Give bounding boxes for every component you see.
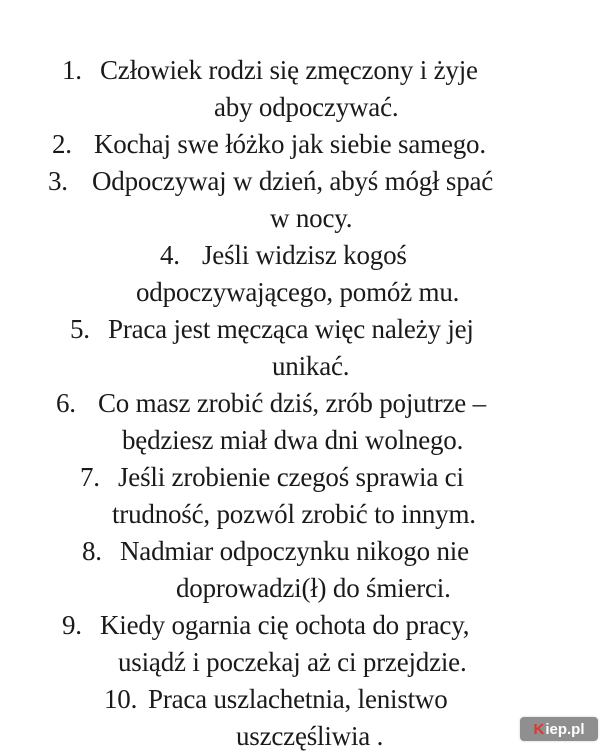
item-number: 4. — [160, 240, 180, 270]
list-item — [0, 311, 610, 385]
list-item — [0, 607, 610, 681]
item-text-line2: usiądź i poczekaj aż ci przejdzie. — [118, 647, 467, 677]
watermark-brand-rest: iep.pl — [545, 720, 585, 738]
list-item — [0, 459, 610, 533]
item-number: 9. — [62, 610, 82, 640]
item-number: 5. — [70, 314, 90, 344]
item-text-line1: Kiedy ogarnia cię ochota do pracy, — [100, 610, 470, 640]
item-number: 6. — [56, 388, 76, 418]
list-item — [0, 681, 610, 755]
kiep-watermark-badge — [520, 717, 598, 741]
list-item — [0, 52, 610, 126]
item-text-line2: trudność, pozwól zrobić to innym. — [112, 499, 476, 529]
item-text-line2: uszczęśliwia . — [236, 721, 384, 751]
item-text-line1: Praca jest męcząca więc należy jej — [108, 314, 474, 344]
list-item — [0, 163, 610, 237]
item-text-line2: odpoczywającego, pomóż mu. — [136, 277, 460, 307]
item-number: 8. — [82, 536, 102, 566]
item-text-line2: w nocy. — [270, 203, 353, 233]
list-item — [0, 237, 610, 311]
rules-list — [0, 52, 610, 755]
item-text-line2: będziesz miał dwa dni wolnego. — [122, 425, 464, 455]
list-item — [0, 126, 610, 163]
item-number: 1. — [62, 55, 82, 85]
item-text-line2: doprowadzi(ł) do śmierci. — [176, 573, 451, 603]
item-text-line1: Jeśli zrobienie czegoś sprawia ci — [118, 462, 464, 492]
item-text-line1: Odpoczywaj w dzień, abyś mógł spać — [92, 166, 494, 196]
item-number: 10. — [104, 684, 138, 714]
item-text-line1: Kochaj swe łóżko jak siebie samego. — [94, 129, 486, 159]
list-item — [0, 533, 610, 607]
item-text-line1: Jeśli widzisz kogoś — [202, 240, 407, 270]
list-item — [0, 385, 610, 459]
item-text-line1: Nadmiar odpoczynku nikogo nie — [120, 536, 469, 566]
item-text-line1: Co masz zrobić dziś, zrób pojutrze – — [98, 388, 486, 418]
item-text-line2: aby odpoczywać. — [214, 92, 399, 122]
item-number: 7. — [80, 462, 100, 492]
item-text-line1: Praca uszlachetnia, lenistwo — [148, 684, 448, 714]
item-text-line1: Człowiek rodzi się zmęczony i żyje — [100, 55, 478, 85]
item-text-line2: unikać. — [272, 351, 350, 381]
watermark-brand-k: K — [533, 720, 545, 738]
item-number: 2. — [52, 129, 72, 159]
item-number: 3. — [48, 166, 68, 196]
